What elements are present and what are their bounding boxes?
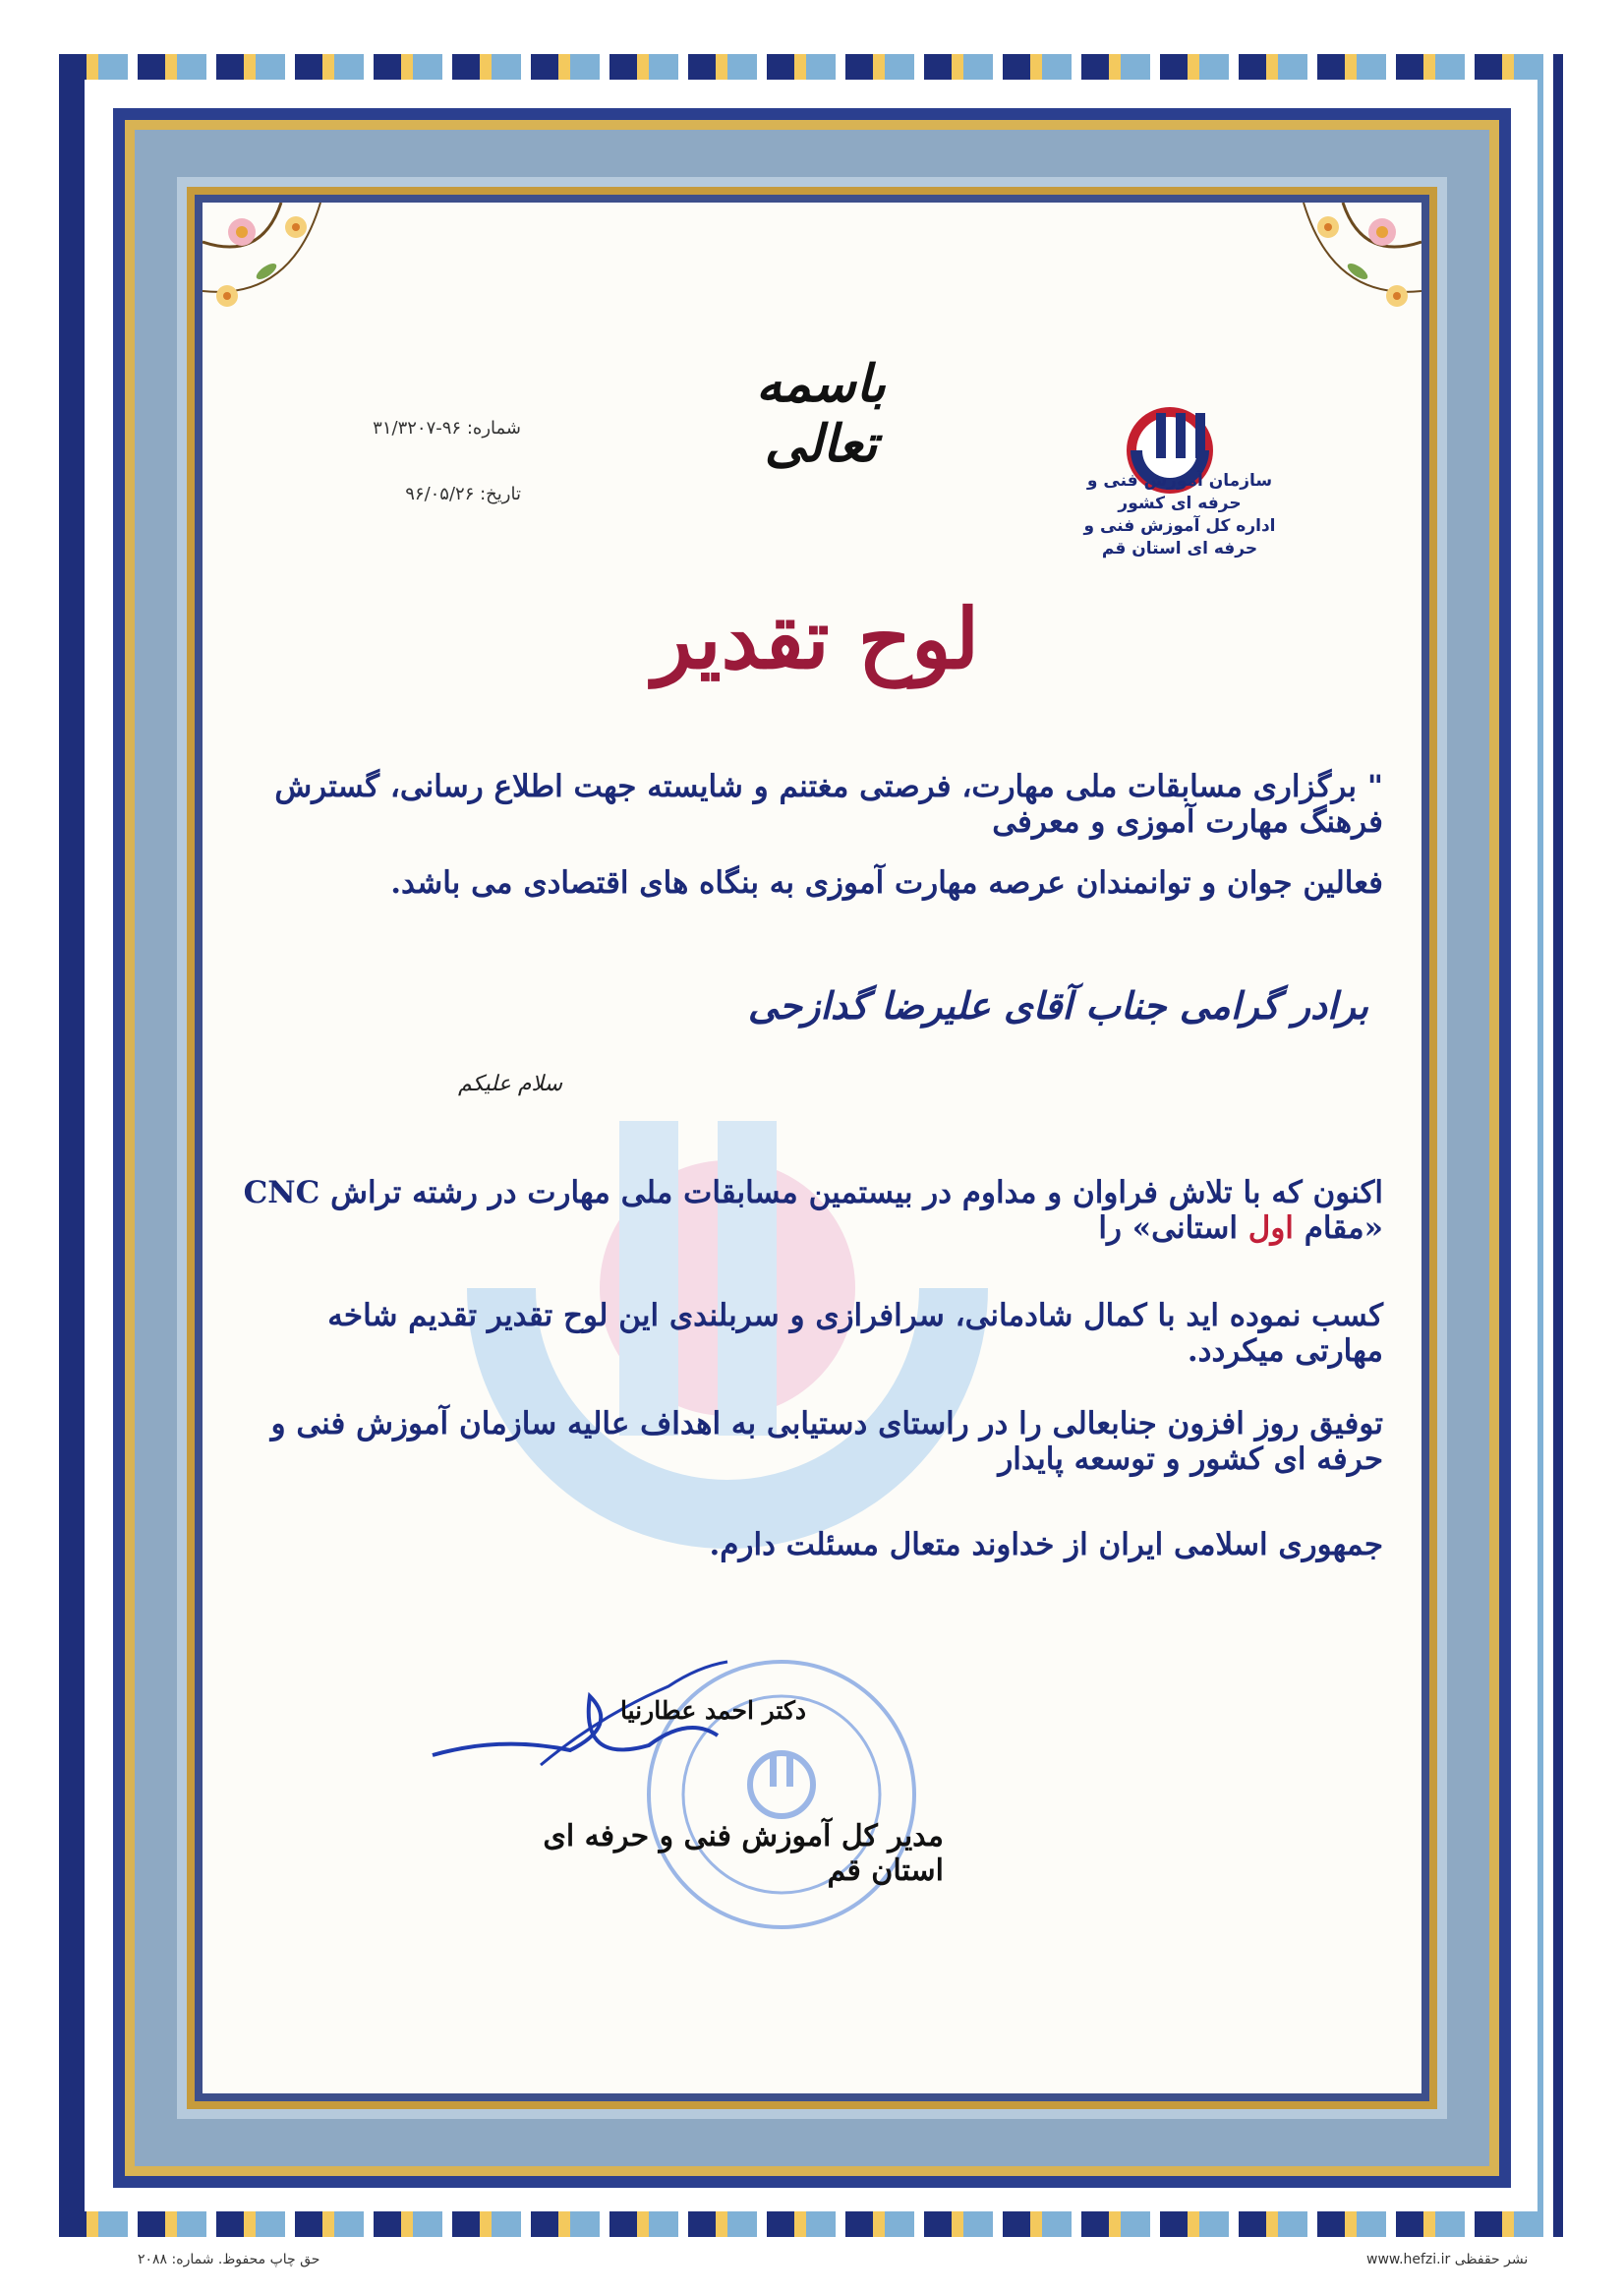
closing-line-2: جمهوری اسلامی ایران از خداوند متعال مسئلت دارم. bbox=[709, 1527, 1383, 1562]
footer-publisher: نشر حقفظی www.hefzi.ir bbox=[1366, 2252, 1529, 2267]
number-value: ۹۶-۳۱/۳۲۰۷ bbox=[373, 418, 462, 439]
date-value: ۹۶/۰۵/۲۶ bbox=[405, 484, 475, 504]
organization-line1: سازمان آموزش فنی و حرفه ای کشور bbox=[1086, 471, 1273, 513]
number-label: شماره: bbox=[466, 418, 521, 439]
signatory-title: مدیر کل آموزش فنی و حرفه ای استان قم bbox=[543, 1819, 944, 1888]
intro-line-1: " برگزاری مسابقات ملی مهارت، فرصتی مغتنم و شایسته جهت اطلاع رسانی، گسترش فرهنگ مهارت آموزی و معرفی bbox=[274, 769, 1383, 840]
main-line-1-part-a: اکنون که با تلاش فراوان و مداوم در بیستمین مسابقات ملی مهارت در رشته تراش CNC «مقام bbox=[243, 1175, 1383, 1246]
handwritten-signature-icon bbox=[423, 1657, 737, 1794]
certificate-title: لوح تقدیر bbox=[652, 590, 980, 687]
recipient-name: برادر گرامی جناب آقای علیرضا گدازحی bbox=[747, 983, 1368, 1028]
footer-copyright: حق چاپ محفوظ. شماره: ۲۰۸۸ bbox=[138, 2252, 320, 2267]
intro-line-2: فعالین جوان و توانمندان عرصه مهارت آموزی به بنگاه های اقتصادی می باشد. bbox=[390, 865, 1383, 901]
main-line-2: کسب نموده اید با کمال شادمانی، سرافرازی و سربلندی این لوح تقدیر تقدیم شاخه مهارتی میکردد. bbox=[327, 1298, 1383, 1369]
greeting: سلام علیکم bbox=[457, 1072, 562, 1096]
rank-highlight: اول bbox=[1247, 1210, 1294, 1246]
signatory-name: دکتر احمد عطارنیا bbox=[620, 1696, 806, 1725]
invocation-calligraphy: باسمه تعالی bbox=[756, 354, 886, 474]
organization-line2: اداره کل آموزش فنی و حرفه ای استان قم bbox=[1083, 515, 1276, 559]
letter-date bbox=[324, 484, 521, 504]
letter-number bbox=[324, 418, 521, 439]
organization-name bbox=[1072, 470, 1288, 560]
main-line-1-part-b: استانی» را bbox=[1098, 1210, 1248, 1246]
main-line-1 bbox=[233, 1175, 1383, 1246]
floral-corner-ornament-icon bbox=[203, 203, 399, 399]
floral-corner-ornament-icon bbox=[1225, 203, 1421, 399]
date-label: تاریخ: bbox=[480, 484, 521, 504]
closing-line-1: توفیق روز افزون جنابعالی را در راستای دستیابی به اهداف عالیه سازمان آموزش فنی و حرفه ای کشور و توسعه پایدار bbox=[270, 1406, 1383, 1477]
